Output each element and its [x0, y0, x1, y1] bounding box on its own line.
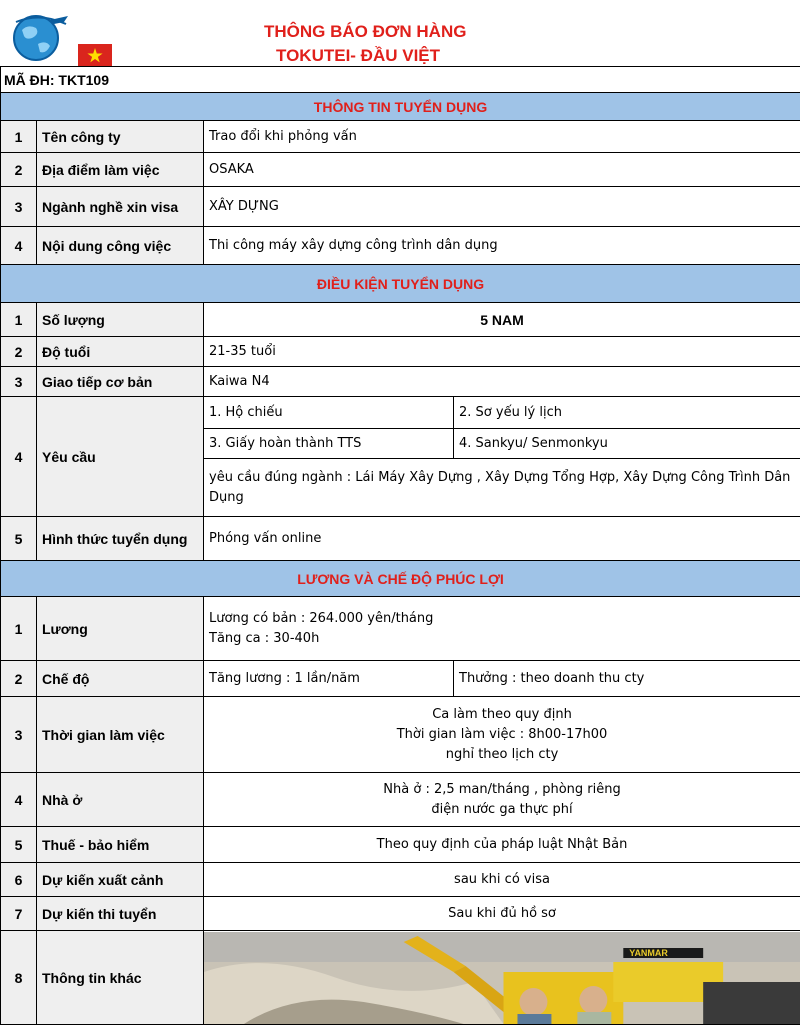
row-label: Lương — [37, 597, 204, 661]
company-value: Trao đổi khi phỏng vấn — [204, 121, 800, 153]
base-salary: Lương có bản : 264.000 yên/tháng — [209, 609, 795, 629]
row-number: 8 — [1, 931, 37, 1025]
row-label: Nội dung công việc — [37, 227, 204, 265]
row-number: 4 — [1, 773, 37, 827]
construction-photo — [204, 931, 800, 1025]
salary-value — [204, 597, 800, 661]
bonus: Thưởng : theo doanh thu cty — [454, 661, 800, 697]
job-value: Thi công máy xây dựng công trình dân dụng — [204, 227, 800, 265]
row-label: Thời gian làm việc — [37, 697, 204, 773]
requirement-item: 2. Sơ yếu lý lịch — [454, 397, 800, 429]
table-row — [1, 121, 800, 153]
requirement-item: 4. Sankyu/ Senmonkyu — [454, 429, 800, 459]
row-label: Số lượng — [37, 303, 204, 337]
section-header-row — [1, 561, 800, 597]
tax-value: Theo quy định của pháp luật Nhật Bản — [204, 827, 800, 863]
shift-info: Ca làm theo quy định — [209, 705, 795, 725]
row-label: Ngành nghề xin visa — [37, 187, 204, 227]
work-hours-value — [204, 697, 800, 773]
requirement-item: 1. Hộ chiếu — [204, 397, 454, 429]
row-number: 7 — [1, 897, 37, 931]
vietnam-flag-icon — [78, 44, 112, 66]
table-row — [1, 863, 800, 897]
housing-cost: Nhà ở : 2,5 man/tháng , phòng riêng — [209, 780, 795, 800]
location-value: OSAKA — [204, 153, 800, 187]
section-recruitment-conditions: ĐIỀU KIỆN TUYỂN DỤNG — [1, 265, 800, 303]
row-label: Chế độ — [37, 661, 204, 697]
row-number: 3 — [1, 187, 37, 227]
section-recruitment-info: THÔNG TIN TUYỂN DỤNG — [1, 93, 800, 121]
row-label: Địa điểm làm việc — [37, 153, 204, 187]
quantity-value: 5 NAM — [204, 303, 800, 337]
row-label: Dự kiến thi tuyển — [37, 897, 204, 931]
age-value: 21-35 tuổi — [204, 337, 800, 367]
table-row — [1, 303, 800, 337]
utilities: điện nước ga thực phí — [209, 800, 795, 820]
row-number: 5 — [1, 517, 37, 561]
row-label: Thông tin khác — [37, 931, 204, 1025]
row-number: 3 — [1, 367, 37, 397]
excavator-brand-label: YANMAR — [629, 947, 668, 957]
row-label: Thuế - bảo hiểm — [37, 827, 204, 863]
table-row — [1, 397, 800, 429]
table-row — [1, 337, 800, 367]
table-row — [1, 187, 800, 227]
overtime: Tăng ca : 30-40h — [209, 629, 795, 649]
exam-value: Sau khi đủ hồ sơ — [204, 897, 800, 931]
days-off: nghỉ theo lịch cty — [209, 745, 795, 765]
requirement-note: yêu cầu đúng ngành : Lái Máy Xây Dựng , Xây Dựng Tổng Hợp, Xây Dựng Công Trình Dân Dụng — [204, 459, 800, 517]
row-number: 1 — [1, 121, 37, 153]
row-number: 4 — [1, 397, 37, 517]
row-label: Hình thức tuyển dụng — [37, 517, 204, 561]
table-row — [1, 367, 800, 397]
order-table — [0, 66, 800, 1025]
page-title: THÔNG BÁO ĐƠN HÀNG — [264, 22, 466, 42]
order-code-row — [1, 67, 800, 93]
row-label: Giao tiếp cơ bản — [37, 367, 204, 397]
globe-airplane-logo-icon — [6, 10, 72, 62]
row-number: 1 — [1, 597, 37, 661]
departure-value: sau khi có visa — [204, 863, 800, 897]
row-number: 2 — [1, 153, 37, 187]
requirement-item: 3. Giấy hoàn thành TTS — [204, 429, 454, 459]
table-row — [1, 597, 800, 661]
table-row — [1, 227, 800, 265]
language-value: Kaiwa N4 — [204, 367, 800, 397]
row-number: 1 — [1, 303, 37, 337]
table-row — [1, 827, 800, 863]
row-number: 2 — [1, 661, 37, 697]
table-row — [1, 153, 800, 187]
header — [0, 0, 800, 66]
section-salary-benefits: LƯƠNG VÀ CHẾ ĐỘ PHÚC LỢI — [1, 561, 800, 597]
housing-value — [204, 773, 800, 827]
row-label: Nhà ở — [37, 773, 204, 827]
work-time: Thời gian làm việc : 8h00-17h00 — [209, 725, 795, 745]
recruit-form-value: Phóng vấn online — [204, 517, 800, 561]
table-row — [1, 931, 800, 1025]
excavator-photo-image — [204, 932, 800, 1024]
order-code: MÃ ĐH: TKT109 — [1, 67, 800, 93]
row-number: 3 — [1, 697, 37, 773]
flag-star-icon — [78, 44, 112, 66]
row-number: 4 — [1, 227, 37, 265]
table-row — [1, 773, 800, 827]
salary-raise: Tăng lương : 1 lần/năm — [204, 661, 454, 697]
industry-value: XÂY DỰNG — [204, 187, 800, 227]
table-row — [1, 661, 800, 697]
table-row — [1, 897, 800, 931]
section-header-row — [1, 93, 800, 121]
table-row — [1, 697, 800, 773]
row-label: Yêu cầu — [37, 397, 204, 517]
row-label: Tên công ty — [37, 121, 204, 153]
row-label: Độ tuổi — [37, 337, 204, 367]
section-header-row — [1, 265, 800, 303]
row-number: 5 — [1, 827, 37, 863]
page-subtitle: TOKUTEI- ĐẦU VIỆT — [276, 46, 440, 66]
table-row — [1, 517, 800, 561]
row-number: 2 — [1, 337, 37, 367]
row-label: Dự kiến xuất cảnh — [37, 863, 204, 897]
row-number: 6 — [1, 863, 37, 897]
